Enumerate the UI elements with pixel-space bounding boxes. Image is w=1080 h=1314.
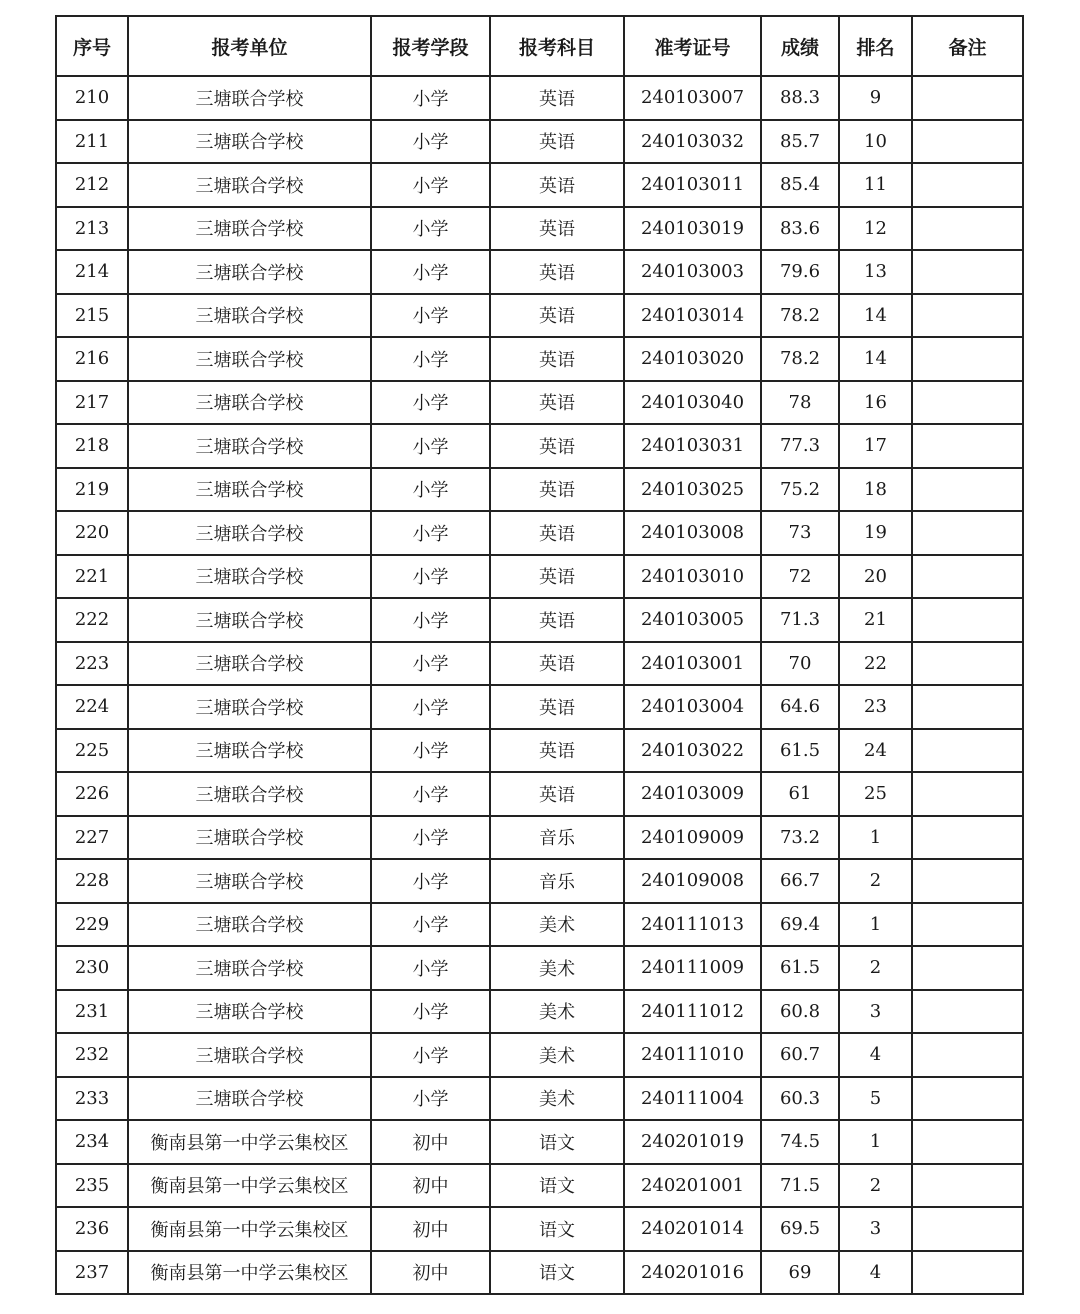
- cell-subject: 美术: [490, 1077, 624, 1121]
- cell-rank: 4: [839, 1033, 912, 1077]
- cell-unit: 三塘联合学校: [128, 250, 371, 294]
- cell-no: 226: [56, 772, 128, 816]
- cell-no: 225: [56, 729, 128, 773]
- cell-score: 71.5: [761, 1164, 839, 1208]
- cell-no: 234: [56, 1120, 128, 1164]
- cell-no: 235: [56, 1164, 128, 1208]
- cell-score: 77.3: [761, 424, 839, 468]
- cell-subject: 英语: [490, 729, 624, 773]
- table-row: [56, 859, 1023, 903]
- cell-remark: [912, 163, 1023, 207]
- cell-exam-id: 240103010: [624, 555, 761, 599]
- cell-score: 78.2: [761, 294, 839, 338]
- cell-score: 69.4: [761, 903, 839, 947]
- cell-unit: 三塘联合学校: [128, 903, 371, 947]
- cell-unit: 三塘联合学校: [128, 381, 371, 425]
- cell-exam-id: 240103020: [624, 337, 761, 381]
- cell-subject: 英语: [490, 424, 624, 468]
- cell-rank: 12: [839, 207, 912, 251]
- cell-stage: 小学: [371, 859, 490, 903]
- cell-no: 217: [56, 381, 128, 425]
- cell-remark: [912, 1164, 1023, 1208]
- cell-score: 72: [761, 555, 839, 599]
- cell-rank: 11: [839, 163, 912, 207]
- cell-stage: 小学: [371, 555, 490, 599]
- table-row: [56, 381, 1023, 425]
- cell-score: 79.6: [761, 250, 839, 294]
- cell-remark: [912, 76, 1023, 120]
- cell-subject: 语文: [490, 1207, 624, 1251]
- cell-subject: 英语: [490, 468, 624, 512]
- cell-score: 61.5: [761, 729, 839, 773]
- cell-score: 69: [761, 1251, 839, 1295]
- cell-unit: 三塘联合学校: [128, 1077, 371, 1121]
- cell-rank: 22: [839, 642, 912, 686]
- header-cell-stage: 报考学段: [371, 16, 490, 76]
- cell-remark: [912, 903, 1023, 947]
- cell-exam-id: 240103007: [624, 76, 761, 120]
- cell-rank: 14: [839, 294, 912, 338]
- cell-score: 60.7: [761, 1033, 839, 1077]
- header-cell-remark: 备注: [912, 16, 1023, 76]
- cell-exam-id: 240201001: [624, 1164, 761, 1208]
- table-row: [56, 946, 1023, 990]
- cell-remark: [912, 294, 1023, 338]
- cell-score: 61: [761, 772, 839, 816]
- cell-unit: 衡南县第一中学云集校区: [128, 1164, 371, 1208]
- cell-remark: [912, 859, 1023, 903]
- cell-stage: 小学: [371, 642, 490, 686]
- cell-subject: 美术: [490, 946, 624, 990]
- table-row: [56, 1164, 1023, 1208]
- table-row: [56, 816, 1023, 860]
- cell-exam-id: 240103031: [624, 424, 761, 468]
- cell-subject: 音乐: [490, 816, 624, 860]
- table-row: [56, 598, 1023, 642]
- cell-rank: 3: [839, 990, 912, 1034]
- cell-subject: 美术: [490, 1033, 624, 1077]
- cell-rank: 2: [839, 1164, 912, 1208]
- cell-stage: 小学: [371, 424, 490, 468]
- cell-stage: 小学: [371, 903, 490, 947]
- table-row: [56, 642, 1023, 686]
- cell-score: 88.3: [761, 76, 839, 120]
- cell-exam-id: 240111009: [624, 946, 761, 990]
- table-row: [56, 120, 1023, 164]
- table-row: [56, 1120, 1023, 1164]
- cell-remark: [912, 990, 1023, 1034]
- cell-exam-id: 240109009: [624, 816, 761, 860]
- cell-stage: 小学: [371, 1033, 490, 1077]
- cell-rank: 1: [839, 903, 912, 947]
- cell-stage: 小学: [371, 990, 490, 1034]
- cell-rank: 3: [839, 1207, 912, 1251]
- table-row: [56, 163, 1023, 207]
- cell-unit: 三塘联合学校: [128, 337, 371, 381]
- cell-unit: 三塘联合学校: [128, 163, 371, 207]
- cell-unit: 三塘联合学校: [128, 511, 371, 555]
- cell-remark: [912, 642, 1023, 686]
- cell-stage: 小学: [371, 381, 490, 425]
- cell-stage: 小学: [371, 511, 490, 555]
- table-row: [56, 468, 1023, 512]
- cell-remark: [912, 1033, 1023, 1077]
- table-row: [56, 1077, 1023, 1121]
- cell-remark: [912, 555, 1023, 599]
- table-row: [56, 1033, 1023, 1077]
- table-row: [56, 1207, 1023, 1251]
- cell-subject: 语文: [490, 1164, 624, 1208]
- cell-rank: 17: [839, 424, 912, 468]
- cell-exam-id: 240103004: [624, 685, 761, 729]
- header-cell-no: 序号: [56, 16, 128, 76]
- cell-remark: [912, 424, 1023, 468]
- cell-remark: [912, 381, 1023, 425]
- cell-no: 218: [56, 424, 128, 468]
- cell-no: 212: [56, 163, 128, 207]
- header-cell-unit: 报考单位: [128, 16, 371, 76]
- cell-no: 222: [56, 598, 128, 642]
- cell-rank: 10: [839, 120, 912, 164]
- cell-no: 216: [56, 337, 128, 381]
- cell-stage: 小学: [371, 337, 490, 381]
- table-row: [56, 903, 1023, 947]
- cell-unit: 衡南县第一中学云集校区: [128, 1207, 371, 1251]
- cell-stage: 初中: [371, 1120, 490, 1164]
- cell-score: 85.4: [761, 163, 839, 207]
- cell-subject: 语文: [490, 1120, 624, 1164]
- results-sheet: [55, 15, 1022, 1295]
- cell-unit: 三塘联合学校: [128, 685, 371, 729]
- table-row: [56, 424, 1023, 468]
- cell-subject: 英语: [490, 337, 624, 381]
- cell-score: 85.7: [761, 120, 839, 164]
- cell-remark: [912, 816, 1023, 860]
- cell-exam-id: 240103001: [624, 642, 761, 686]
- cell-rank: 20: [839, 555, 912, 599]
- cell-subject: 英语: [490, 250, 624, 294]
- cell-remark: [912, 772, 1023, 816]
- cell-exam-id: 240103003: [624, 250, 761, 294]
- cell-score: 64.6: [761, 685, 839, 729]
- cell-no: 210: [56, 76, 128, 120]
- cell-rank: 16: [839, 381, 912, 425]
- cell-stage: 小学: [371, 76, 490, 120]
- cell-stage: 小学: [371, 729, 490, 773]
- cell-no: 215: [56, 294, 128, 338]
- cell-exam-id: 240103032: [624, 120, 761, 164]
- cell-remark: [912, 511, 1023, 555]
- cell-rank: 25: [839, 772, 912, 816]
- table-row: [56, 337, 1023, 381]
- cell-remark: [912, 729, 1023, 773]
- cell-exam-id: 240201019: [624, 1120, 761, 1164]
- cell-rank: 2: [839, 946, 912, 990]
- results-table: [55, 15, 1024, 1295]
- cell-unit: 衡南县第一中学云集校区: [128, 1251, 371, 1295]
- cell-score: 70: [761, 642, 839, 686]
- cell-exam-id: 240103022: [624, 729, 761, 773]
- cell-subject: 英语: [490, 381, 624, 425]
- cell-stage: 小学: [371, 163, 490, 207]
- cell-no: 228: [56, 859, 128, 903]
- cell-score: 61.5: [761, 946, 839, 990]
- header-cell-rank: 排名: [839, 16, 912, 76]
- cell-subject: 英语: [490, 642, 624, 686]
- cell-unit: 衡南县第一中学云集校区: [128, 1120, 371, 1164]
- cell-rank: 2: [839, 859, 912, 903]
- table-row: [56, 1251, 1023, 1295]
- cell-no: 211: [56, 120, 128, 164]
- cell-no: 214: [56, 250, 128, 294]
- header-cell-exam-id: 准考证号: [624, 16, 761, 76]
- cell-subject: 英语: [490, 772, 624, 816]
- cell-remark: [912, 1120, 1023, 1164]
- cell-remark: [912, 468, 1023, 512]
- cell-unit: 三塘联合学校: [128, 424, 371, 468]
- cell-no: 231: [56, 990, 128, 1034]
- cell-stage: 小学: [371, 1077, 490, 1121]
- cell-rank: 1: [839, 816, 912, 860]
- cell-remark: [912, 1077, 1023, 1121]
- cell-subject: 美术: [490, 903, 624, 947]
- cell-rank: 19: [839, 511, 912, 555]
- table-row: [56, 729, 1023, 773]
- cell-no: 229: [56, 903, 128, 947]
- cell-subject: 英语: [490, 598, 624, 642]
- cell-stage: 初中: [371, 1164, 490, 1208]
- cell-unit: 三塘联合学校: [128, 859, 371, 903]
- table-row: [56, 685, 1023, 729]
- cell-exam-id: 240103005: [624, 598, 761, 642]
- cell-unit: 三塘联合学校: [128, 990, 371, 1034]
- cell-score: 69.5: [761, 1207, 839, 1251]
- cell-exam-id: 240111012: [624, 990, 761, 1034]
- cell-score: 73: [761, 511, 839, 555]
- cell-exam-id: 240103011: [624, 163, 761, 207]
- cell-unit: 三塘联合学校: [128, 642, 371, 686]
- cell-score: 66.7: [761, 859, 839, 903]
- cell-stage: 小学: [371, 468, 490, 512]
- cell-score: 74.5: [761, 1120, 839, 1164]
- cell-subject: 英语: [490, 120, 624, 164]
- cell-exam-id: 240103019: [624, 207, 761, 251]
- cell-rank: 14: [839, 337, 912, 381]
- header-cell-subject: 报考科目: [490, 16, 624, 76]
- cell-stage: 小学: [371, 685, 490, 729]
- table-row: [56, 772, 1023, 816]
- cell-rank: 21: [839, 598, 912, 642]
- cell-rank: 1: [839, 1120, 912, 1164]
- cell-exam-id: 240103008: [624, 511, 761, 555]
- table-body: [56, 76, 1023, 1294]
- cell-no: 227: [56, 816, 128, 860]
- cell-unit: 三塘联合学校: [128, 816, 371, 860]
- cell-stage: 小学: [371, 207, 490, 251]
- cell-no: 220: [56, 511, 128, 555]
- cell-no: 221: [56, 555, 128, 599]
- cell-subject: 英语: [490, 555, 624, 599]
- cell-rank: 24: [839, 729, 912, 773]
- cell-rank: 23: [839, 685, 912, 729]
- cell-remark: [912, 1207, 1023, 1251]
- cell-unit: 三塘联合学校: [128, 772, 371, 816]
- table-row: [56, 250, 1023, 294]
- cell-remark: [912, 207, 1023, 251]
- cell-score: 75.2: [761, 468, 839, 512]
- cell-unit: 三塘联合学校: [128, 1033, 371, 1077]
- cell-no: 223: [56, 642, 128, 686]
- cell-exam-id: 240111013: [624, 903, 761, 947]
- cell-no: 213: [56, 207, 128, 251]
- cell-unit: 三塘联合学校: [128, 729, 371, 773]
- cell-rank: 5: [839, 1077, 912, 1121]
- cell-stage: 小学: [371, 250, 490, 294]
- cell-subject: 英语: [490, 685, 624, 729]
- cell-rank: 18: [839, 468, 912, 512]
- table-row: [56, 207, 1023, 251]
- header-row: [56, 16, 1023, 76]
- cell-score: 60.8: [761, 990, 839, 1034]
- cell-no: 233: [56, 1077, 128, 1121]
- cell-stage: 初中: [371, 1207, 490, 1251]
- cell-exam-id: 240111010: [624, 1033, 761, 1077]
- cell-no: 232: [56, 1033, 128, 1077]
- cell-subject: 美术: [490, 990, 624, 1034]
- cell-exam-id: 240103009: [624, 772, 761, 816]
- cell-stage: 小学: [371, 120, 490, 164]
- header-cell-score: 成绩: [761, 16, 839, 76]
- cell-unit: 三塘联合学校: [128, 120, 371, 164]
- table-row: [56, 511, 1023, 555]
- cell-unit: 三塘联合学校: [128, 294, 371, 338]
- cell-no: 219: [56, 468, 128, 512]
- cell-unit: 三塘联合学校: [128, 555, 371, 599]
- cell-remark: [912, 1251, 1023, 1295]
- cell-score: 78: [761, 381, 839, 425]
- cell-unit: 三塘联合学校: [128, 946, 371, 990]
- cell-no: 224: [56, 685, 128, 729]
- cell-no: 236: [56, 1207, 128, 1251]
- cell-rank: 13: [839, 250, 912, 294]
- cell-exam-id: 240103040: [624, 381, 761, 425]
- table-row: [56, 294, 1023, 338]
- cell-stage: 小学: [371, 816, 490, 860]
- cell-exam-id: 240103014: [624, 294, 761, 338]
- cell-subject: 语文: [490, 1251, 624, 1295]
- cell-unit: 三塘联合学校: [128, 76, 371, 120]
- cell-exam-id: 240201016: [624, 1251, 761, 1295]
- cell-stage: 小学: [371, 946, 490, 990]
- cell-score: 83.6: [761, 207, 839, 251]
- cell-remark: [912, 685, 1023, 729]
- cell-unit: 三塘联合学校: [128, 207, 371, 251]
- cell-no: 230: [56, 946, 128, 990]
- cell-score: 71.3: [761, 598, 839, 642]
- cell-subject: 英语: [490, 163, 624, 207]
- cell-remark: [912, 598, 1023, 642]
- cell-stage: 初中: [371, 1251, 490, 1295]
- cell-score: 73.2: [761, 816, 839, 860]
- table-row: [56, 990, 1023, 1034]
- cell-exam-id: 240109008: [624, 859, 761, 903]
- cell-rank: 4: [839, 1251, 912, 1295]
- cell-subject: 音乐: [490, 859, 624, 903]
- cell-exam-id: 240111004: [624, 1077, 761, 1121]
- cell-score: 60.3: [761, 1077, 839, 1121]
- cell-subject: 英语: [490, 76, 624, 120]
- cell-no: 237: [56, 1251, 128, 1295]
- cell-remark: [912, 250, 1023, 294]
- cell-subject: 英语: [490, 294, 624, 338]
- cell-exam-id: 240103025: [624, 468, 761, 512]
- cell-remark: [912, 337, 1023, 381]
- cell-stage: 小学: [371, 772, 490, 816]
- cell-stage: 小学: [371, 294, 490, 338]
- cell-subject: 英语: [490, 207, 624, 251]
- cell-score: 78.2: [761, 337, 839, 381]
- cell-stage: 小学: [371, 598, 490, 642]
- cell-remark: [912, 946, 1023, 990]
- cell-unit: 三塘联合学校: [128, 598, 371, 642]
- cell-unit: 三塘联合学校: [128, 468, 371, 512]
- cell-rank: 9: [839, 76, 912, 120]
- cell-subject: 英语: [490, 511, 624, 555]
- cell-remark: [912, 120, 1023, 164]
- table-row: [56, 76, 1023, 120]
- table-row: [56, 555, 1023, 599]
- cell-exam-id: 240201014: [624, 1207, 761, 1251]
